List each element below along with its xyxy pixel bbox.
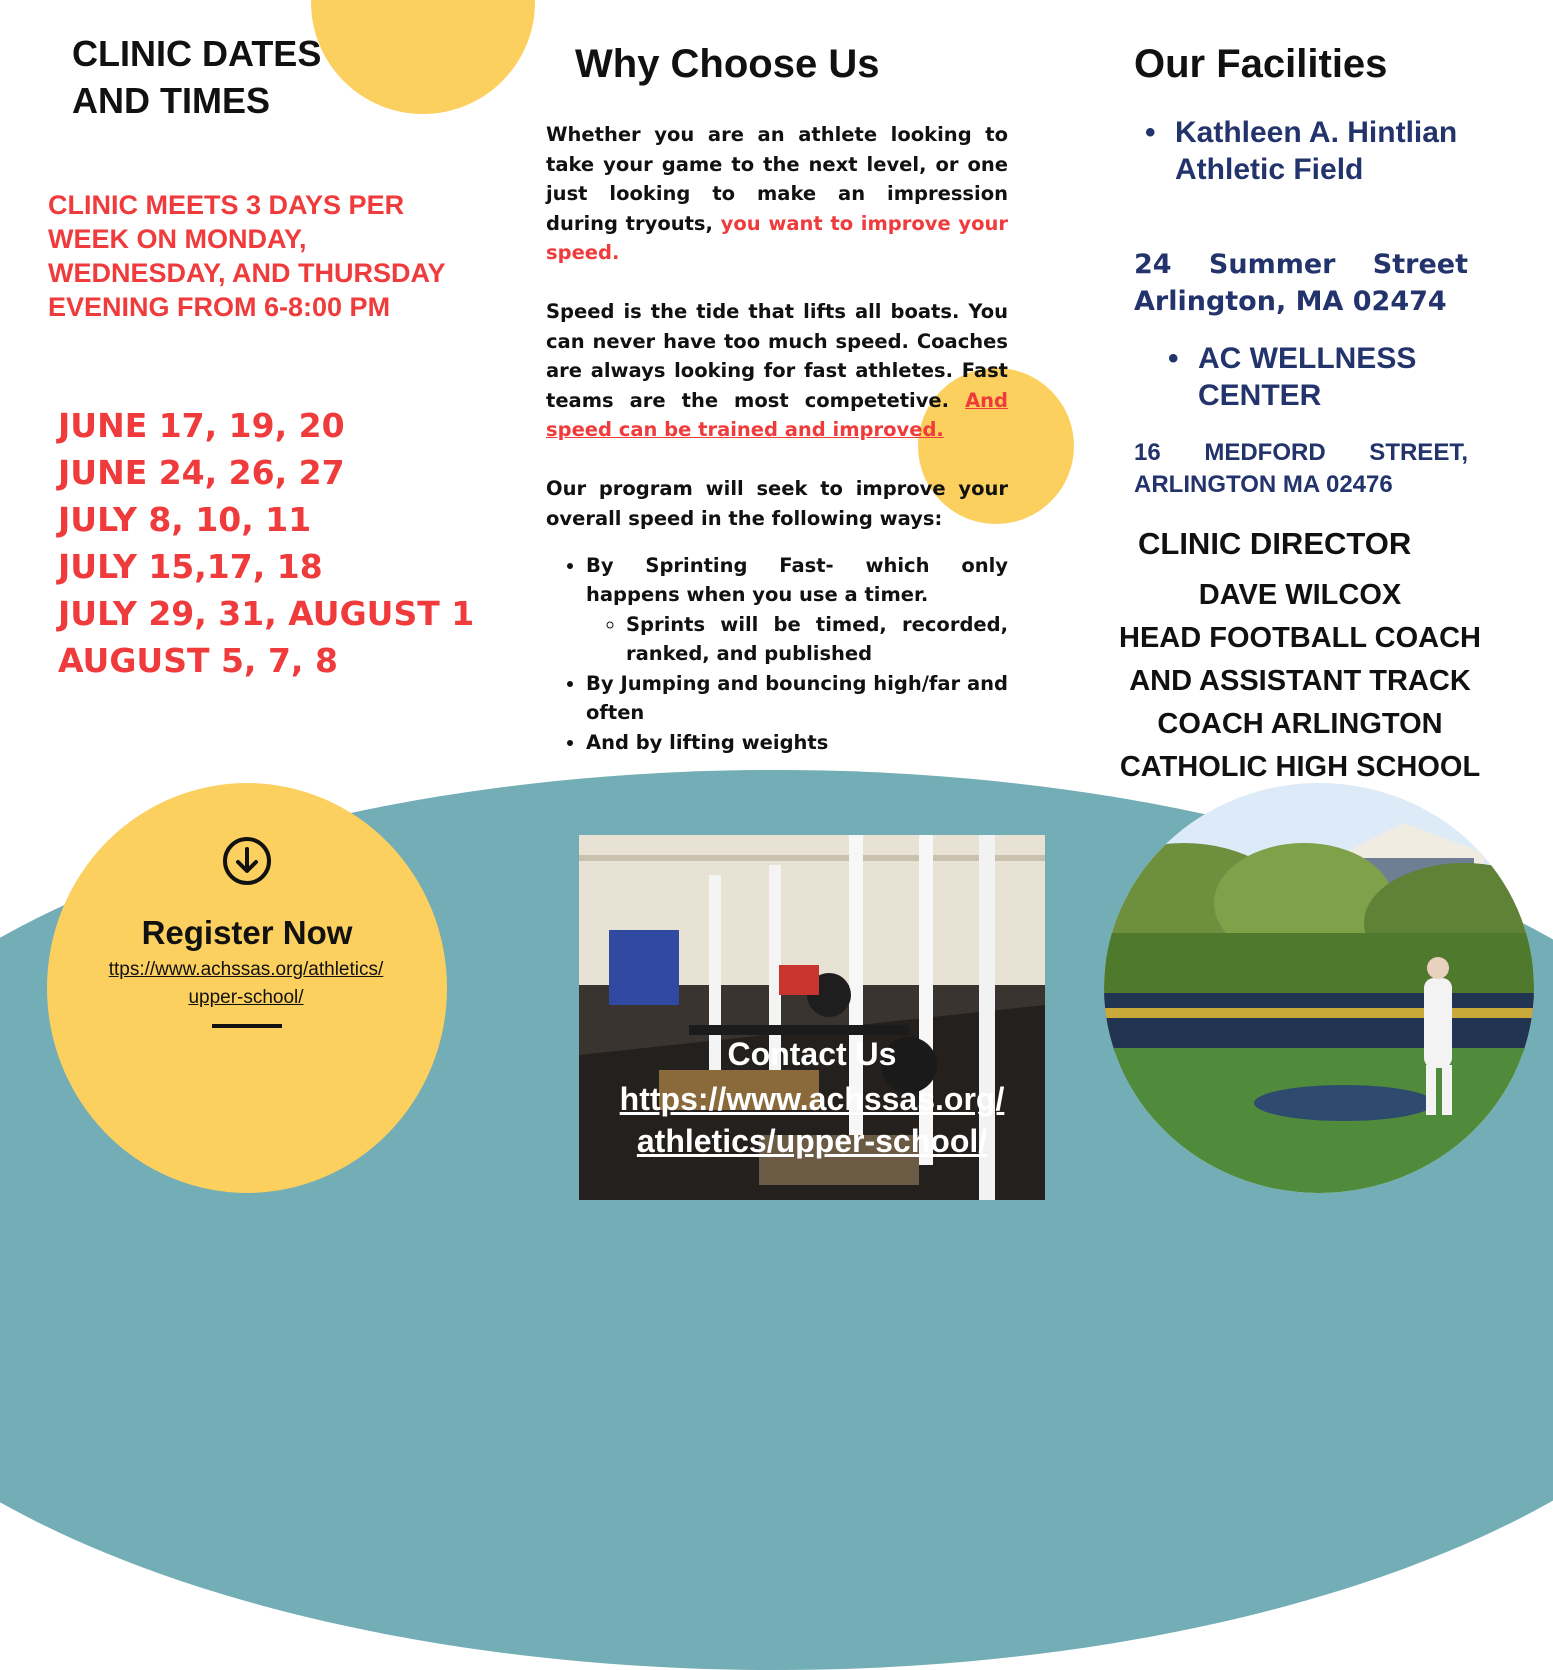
program-list bbox=[546, 551, 1008, 758]
date-line: JULY 29, 31, AUGUST 1 bbox=[58, 594, 475, 633]
contact-link-line: athletics/upper-school/ bbox=[636, 1123, 988, 1159]
contact-link[interactable] bbox=[579, 1078, 1045, 1162]
clinic-dates-heading: CLINIC DATES AND TIMES bbox=[72, 33, 322, 121]
football-field-photo bbox=[1104, 783, 1534, 1193]
facility-2-address bbox=[1134, 437, 1468, 501]
facility-1-name-text: Kathleen A. Hintlian Athletic Field bbox=[1175, 116, 1458, 186]
facility-2-name bbox=[1168, 340, 1488, 414]
bullet-icon: • bbox=[1168, 342, 1179, 375]
contact-us-heading: Contact Us bbox=[727, 1036, 897, 1072]
date-line: AUGUST 5, 7, 8 bbox=[58, 641, 338, 680]
intro-paragraph bbox=[546, 120, 1008, 268]
clinic-date-list bbox=[58, 402, 518, 684]
speed-text: Speed is the tide that lifts all boats. You can never have too much speed. Coaches are always looking for fast athletes. Fast teams are the most competetive. bbox=[546, 300, 1008, 412]
facility-1-name bbox=[1145, 114, 1505, 188]
list-item: • And by lifting weights bbox=[586, 728, 1008, 758]
register-link-line: ttps://www.achssas.org/athletics/ bbox=[108, 959, 384, 980]
intro-text: Whether you are an athlete looking to take your game to the next level, or one just looking to make an impression during tryouts, bbox=[546, 123, 1008, 235]
football-team-illustration bbox=[1104, 783, 1534, 1193]
facility-2-name-text: AC WELLNESS CENTER bbox=[1198, 342, 1417, 412]
register-link[interactable] bbox=[66, 956, 426, 1012]
sub-list-item: ◦ Sprints will be timed, recorded, ranked, and published bbox=[626, 610, 1008, 669]
our-facilities-heading: Our Facilities bbox=[1134, 42, 1388, 86]
director-name: DAVE WILCOX bbox=[1198, 579, 1402, 611]
address-line: 16 MEDFORD STREET, bbox=[1134, 439, 1468, 466]
speed-paragraph bbox=[546, 297, 1008, 445]
speed-highlight: And speed can be trained and improved. bbox=[546, 388, 1008, 441]
sub-list bbox=[586, 610, 1008, 669]
date-line: JUNE 24, 26, 27 bbox=[58, 453, 345, 492]
address-line: Arlington, MA 02474 bbox=[1134, 286, 1447, 317]
clinic-director-info bbox=[1100, 574, 1500, 789]
address-line: ARLINGTON MA 02476 bbox=[1134, 471, 1393, 498]
clinic-director-heading: CLINIC DIRECTOR bbox=[1138, 526, 1412, 561]
list-item: • By Jumping and bouncing high/far and often bbox=[586, 669, 1008, 728]
date-line: JULY 8, 10, 11 bbox=[58, 500, 312, 539]
date-line: JUNE 17, 19, 20 bbox=[58, 406, 345, 445]
address-line: 24 Summer Street bbox=[1134, 249, 1468, 280]
why-choose-us-heading: Why Choose Us bbox=[575, 42, 880, 86]
why-choose-us-body bbox=[546, 120, 1008, 757]
date-line: JULY 15,17, 18 bbox=[58, 547, 323, 586]
facility-1-address bbox=[1134, 246, 1468, 320]
bullet-icon: • bbox=[1145, 116, 1156, 149]
list-item-text: By Sprinting Fast- which only happens when you use a timer. bbox=[586, 553, 1008, 606]
register-link-line: upper-school/ bbox=[188, 987, 304, 1008]
contact-link-line: https://www.achssas.org/ bbox=[619, 1081, 1005, 1117]
program-paragraph: Our program will seek to improve your overall speed in the following ways: bbox=[546, 477, 1008, 530]
register-divider bbox=[212, 1024, 282, 1028]
arrow-down-circle-icon bbox=[222, 836, 272, 886]
director-role: HEAD FOOTBALL COACH AND ASSISTANT TRACK COACH ARLINGTON CATHOLIC HIGH SCHOOL bbox=[1119, 622, 1481, 783]
register-now-heading: Register Now bbox=[141, 914, 353, 951]
list-item bbox=[586, 551, 1008, 669]
intro-highlight: you want to improve your speed. bbox=[546, 211, 1009, 264]
clinic-schedule-text: CLINIC MEETS 3 DAYS PER WEEK ON MONDAY, WEDNESDAY, AND THURSDAY EVENING FROM 6-8:00 PM bbox=[48, 190, 446, 322]
